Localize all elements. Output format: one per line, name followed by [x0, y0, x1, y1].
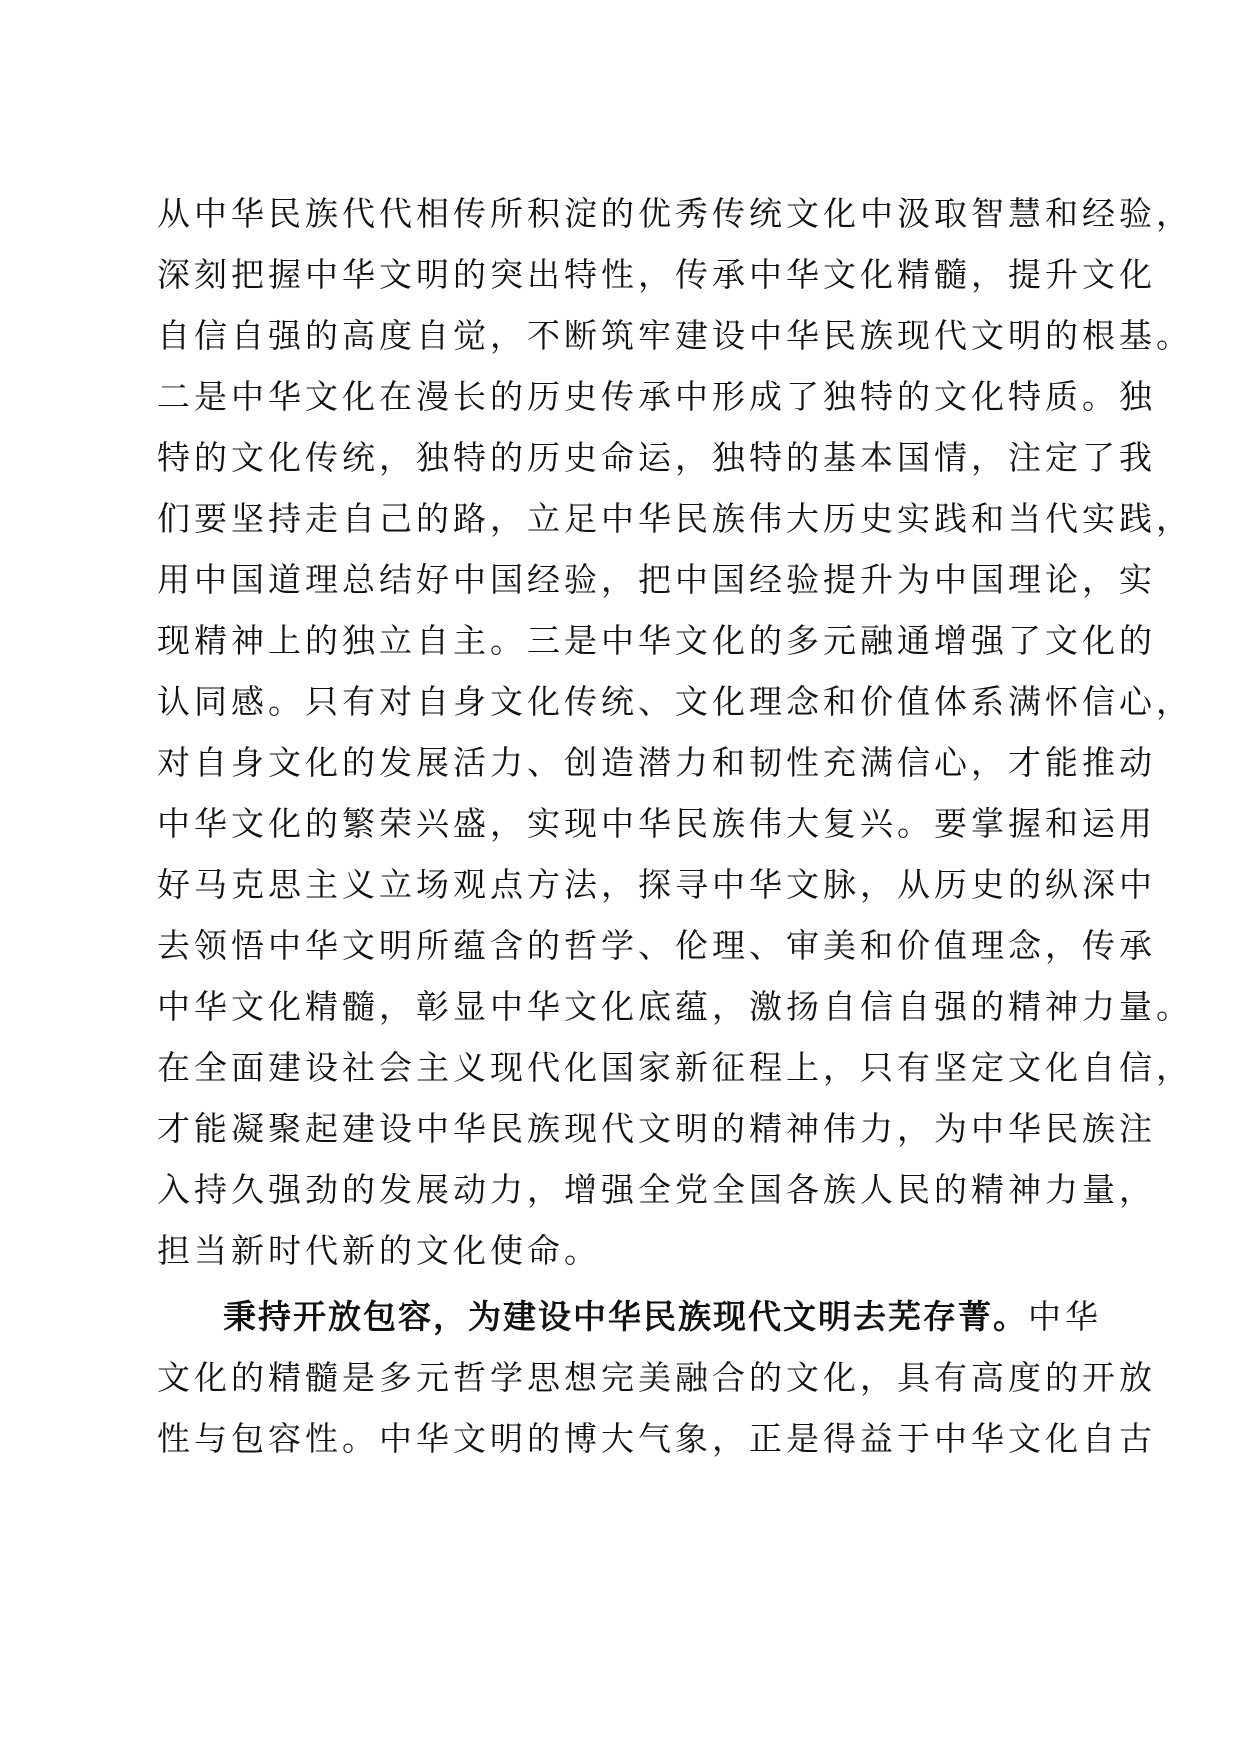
text-line: 性与包容性。中华文明的博大气象，正是得益于中华文化自古 [157, 1419, 1156, 1458]
text-line: 对自身文化的发展活力、创造潜力和韧性充满信心，才能推动 [157, 743, 1156, 782]
text-line: 用中国道理总结好中国经验，把中国经验提升为中国理论，实 [157, 560, 1156, 599]
text-line: 自信自强的高度自觉，不断筑牢建设中华民族现代文明的根基。 [157, 316, 1193, 355]
text-line: 特的文化传统，独特的历史命运，独特的基本国情，注定了我 [157, 438, 1156, 477]
heading-tail-text: 中华 [1028, 1297, 1102, 1336]
paragraph-first-line [223, 1293, 1102, 1341]
text-line: 文化的精髓是多元哲学思想完美融合的文化，具有高度的开放 [157, 1358, 1156, 1397]
text-line: 现精神上的独立自主。三是中华文化的多元融通增强了文化的 [157, 621, 1156, 660]
text-line: 才能凝聚起建设中华民族现代文明的精神伟力，为中华民族注 [157, 1109, 1156, 1148]
text-line: 们要坚持走自己的路，立足中华民族伟大历史实践和当代实践， [157, 499, 1193, 538]
text-line: 深刻把握中华文明的突出特性，传承中华文化精髓，提升文化 [157, 255, 1156, 294]
section-heading: 秉持开放包容，为建设中华民族现代文明去芜存菁。 [223, 1297, 1028, 1336]
text-line: 从中华民族代代相传所积淀的优秀传统文化中汲取智慧和经验， [157, 194, 1193, 233]
text-line: 认同感。只有对自身文化传统、文化理念和价值体系满怀信心， [157, 682, 1193, 721]
text-line: 二是中华文化在漫长的历史传承中形成了独特的文化特质。独 [157, 377, 1156, 416]
text-line: 入持久强劲的发展动力，增强全党全国各族人民的精神力量， [157, 1170, 1156, 1209]
text-line: 在全面建设社会主义现代化国家新征程上，只有坚定文化自信， [157, 1048, 1193, 1087]
text-line: 去领悟中华文明所蕴含的哲学、伦理、审美和价值理念，传承 [157, 926, 1156, 965]
text-line: 中华文化精髓，彰显中华文化底蕴，激扬自信自强的精神力量。 [157, 987, 1193, 1026]
text-line: 好马克思主义立场观点方法，探寻中华文脉，从历史的纵深中 [157, 865, 1156, 904]
text-line: 担当新时代新的文化使命。 [157, 1231, 601, 1270]
text-line: 中华文化的繁荣兴盛，实现中华民族伟大复兴。要掌握和运用 [157, 804, 1156, 843]
